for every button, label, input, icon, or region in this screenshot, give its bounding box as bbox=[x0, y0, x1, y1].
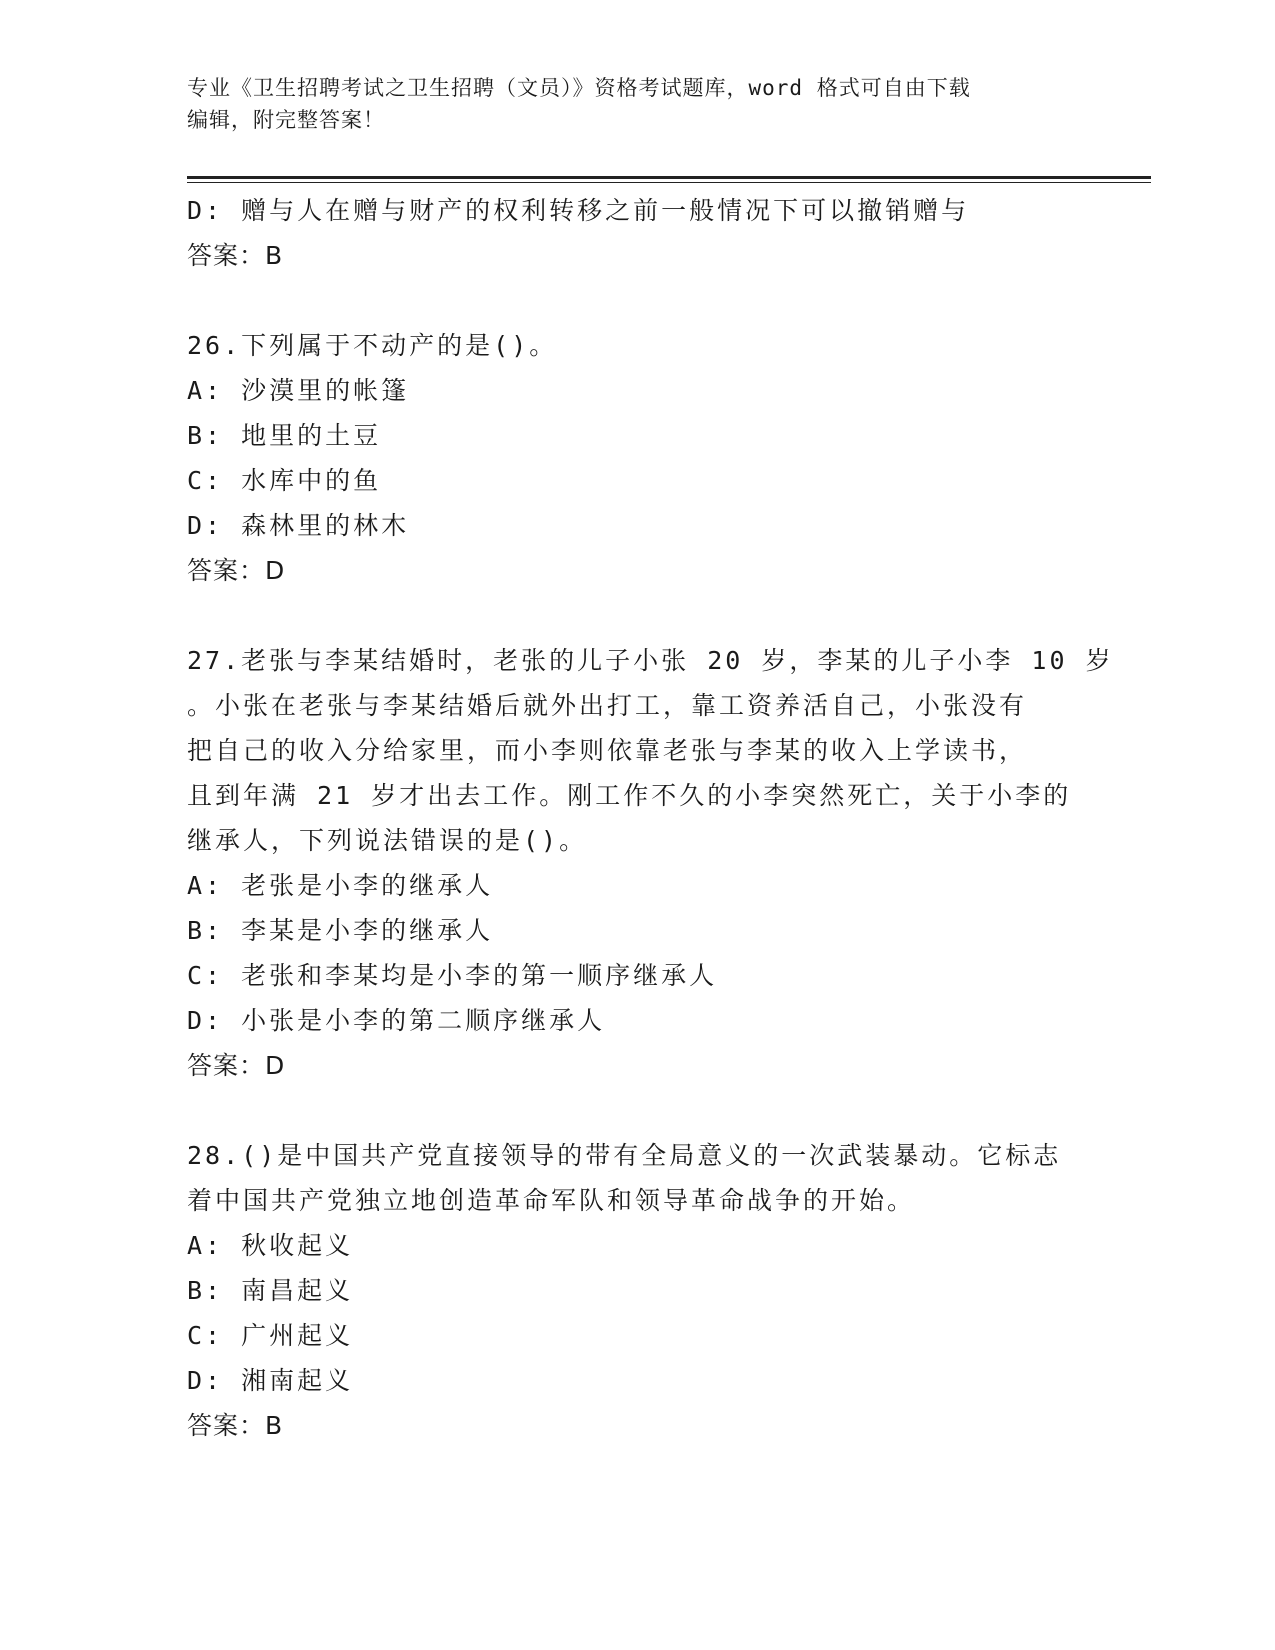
prev-option-d: D: 赠与人在赠与财产的权利转移之前一般情况下可以撤销赠与 bbox=[187, 196, 970, 225]
q27-option-d: D: 小张是小李的第二顺序继承人 bbox=[187, 1006, 606, 1035]
q26-option-b: B: 地里的土豆 bbox=[187, 421, 382, 450]
header-rule-thick bbox=[187, 176, 1151, 179]
q28-option-a: A: 秋收起义 bbox=[187, 1231, 354, 1260]
q26-answer: 答案：D bbox=[187, 556, 286, 585]
q27-answer: 答案：D bbox=[187, 1051, 286, 1080]
q28-option-d: D: 湘南起义 bbox=[187, 1366, 354, 1395]
question-28 bbox=[187, 1133, 1087, 1448]
q27-stem-line-3: 把自己的收入分给家里，而小李则依靠老张与李某的收入上学读书， bbox=[187, 736, 1028, 765]
q28-option-c: C: 广州起义 bbox=[187, 1321, 354, 1350]
q26-option-c: C: 水库中的鱼 bbox=[187, 466, 382, 495]
q27-stem-line-2: 。小张在老张与李某结婚后就外出打工，靠工资养活自己，小张没有 bbox=[187, 691, 1028, 720]
q27-stem-line-1: 27.老张与李某结婚时，老张的儿子小张 20 岁，李某的儿子小李 10 岁 bbox=[187, 646, 1114, 675]
q28-answer: 答案：B bbox=[187, 1411, 284, 1440]
q26-option-d: D: 森林里的林木 bbox=[187, 511, 410, 540]
header-line-1: 专业《卫生招聘考试之卫生招聘（文员）》资格考试题库，word 格式可自由下载 bbox=[187, 76, 971, 100]
q27-stem-line-4: 且到年满 21 岁才出去工作。刚工作不久的小李突然死亡，关于小李的 bbox=[187, 781, 1072, 810]
q27-option-b: B: 李某是小李的继承人 bbox=[187, 916, 494, 945]
q28-option-b: B: 南昌起义 bbox=[187, 1276, 354, 1305]
q26-stem: 26.下列属于不动产的是()。 bbox=[187, 331, 558, 360]
header-rule-thin bbox=[187, 182, 1151, 183]
prev-answer: 答案：B bbox=[187, 241, 284, 270]
q27-stem-line-5: 继承人，下列说法错误的是()。 bbox=[187, 826, 588, 855]
question-27 bbox=[187, 638, 1114, 1088]
q27-option-c: C: 老张和李某均是小李的第一顺序继承人 bbox=[187, 961, 718, 990]
header-line-2: 编辑，附完整答案！ bbox=[187, 108, 385, 132]
q28-stem-line-1: 28.()是中国共产党直接领导的带有全局意义的一次武装暴动。它标志 bbox=[187, 1141, 1062, 1170]
q26-option-a: A: 沙漠里的帐篷 bbox=[187, 376, 410, 405]
q28-stem-line-2: 着中国共产党独立地创造革命军队和领导革命战争的开始。 bbox=[187, 1186, 916, 1215]
question-26 bbox=[187, 323, 1087, 593]
document-header bbox=[187, 72, 1067, 136]
question-content bbox=[187, 188, 1114, 1448]
q27-option-a: A: 老张是小李的继承人 bbox=[187, 871, 494, 900]
